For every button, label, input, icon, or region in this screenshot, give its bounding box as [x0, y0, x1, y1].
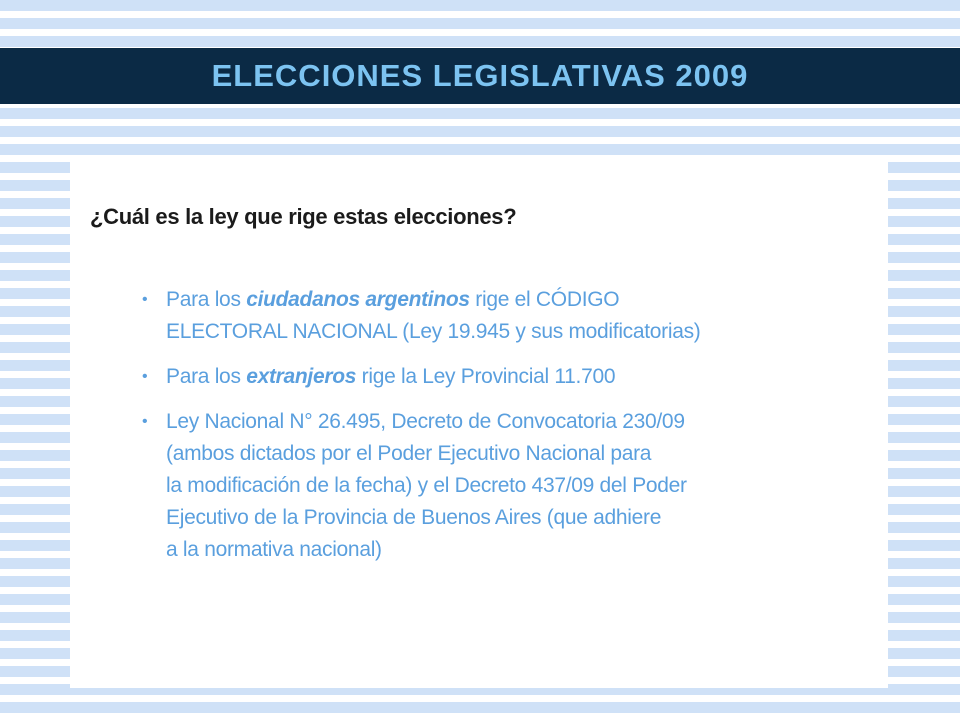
bullet-line: (ambos dictados por el Poder Ejecutivo Nacional para — [166, 442, 652, 465]
bullet-icon: • — [142, 368, 148, 385]
bullet-text: Para los — [166, 288, 247, 311]
question-heading: ¿Cuál es la ley que rige estas elecciones? — [90, 204, 517, 229]
bullet-line — [166, 361, 882, 393]
bullet-text: rige el CÓDIGO — [469, 288, 620, 311]
bullet-item-extranjeros — [142, 361, 882, 393]
bullet-emphasis: ciudadanos argentinos — [246, 288, 470, 311]
bullet-emphasis: extranjeros — [246, 365, 357, 388]
bullet-line: Ejecutivo de la Provincia de Buenos Aires (que adhiere — [166, 506, 662, 529]
slide-title: ELECCIONES LEGISLATIVAS 2009 — [211, 58, 749, 93]
bullet-list — [142, 284, 882, 579]
bullet-icon: • — [142, 413, 148, 430]
bullet-item-ciudadanos — [142, 284, 882, 348]
bullet-line: Ley Nacional N° 26.495, Decreto de Convocatoria 230/09 — [166, 410, 685, 433]
title-bar — [0, 48, 960, 104]
bullet-item-ley-nacional — [142, 406, 882, 566]
bullet-line: ELECTORAL NACIONAL (Ley 19.945 y sus modificatorias) — [166, 320, 701, 343]
bullet-line: la modificación de la fecha) y el Decreto 437/09 del Poder — [166, 474, 687, 497]
bullet-icon: • — [142, 291, 148, 308]
bullet-text: rige la Ley Provincial 11.700 — [356, 365, 616, 388]
bullet-text: Para los — [166, 365, 247, 388]
bullet-line — [166, 284, 882, 316]
bullet-line: a la normativa nacional) — [166, 538, 382, 561]
content-panel — [70, 160, 888, 688]
